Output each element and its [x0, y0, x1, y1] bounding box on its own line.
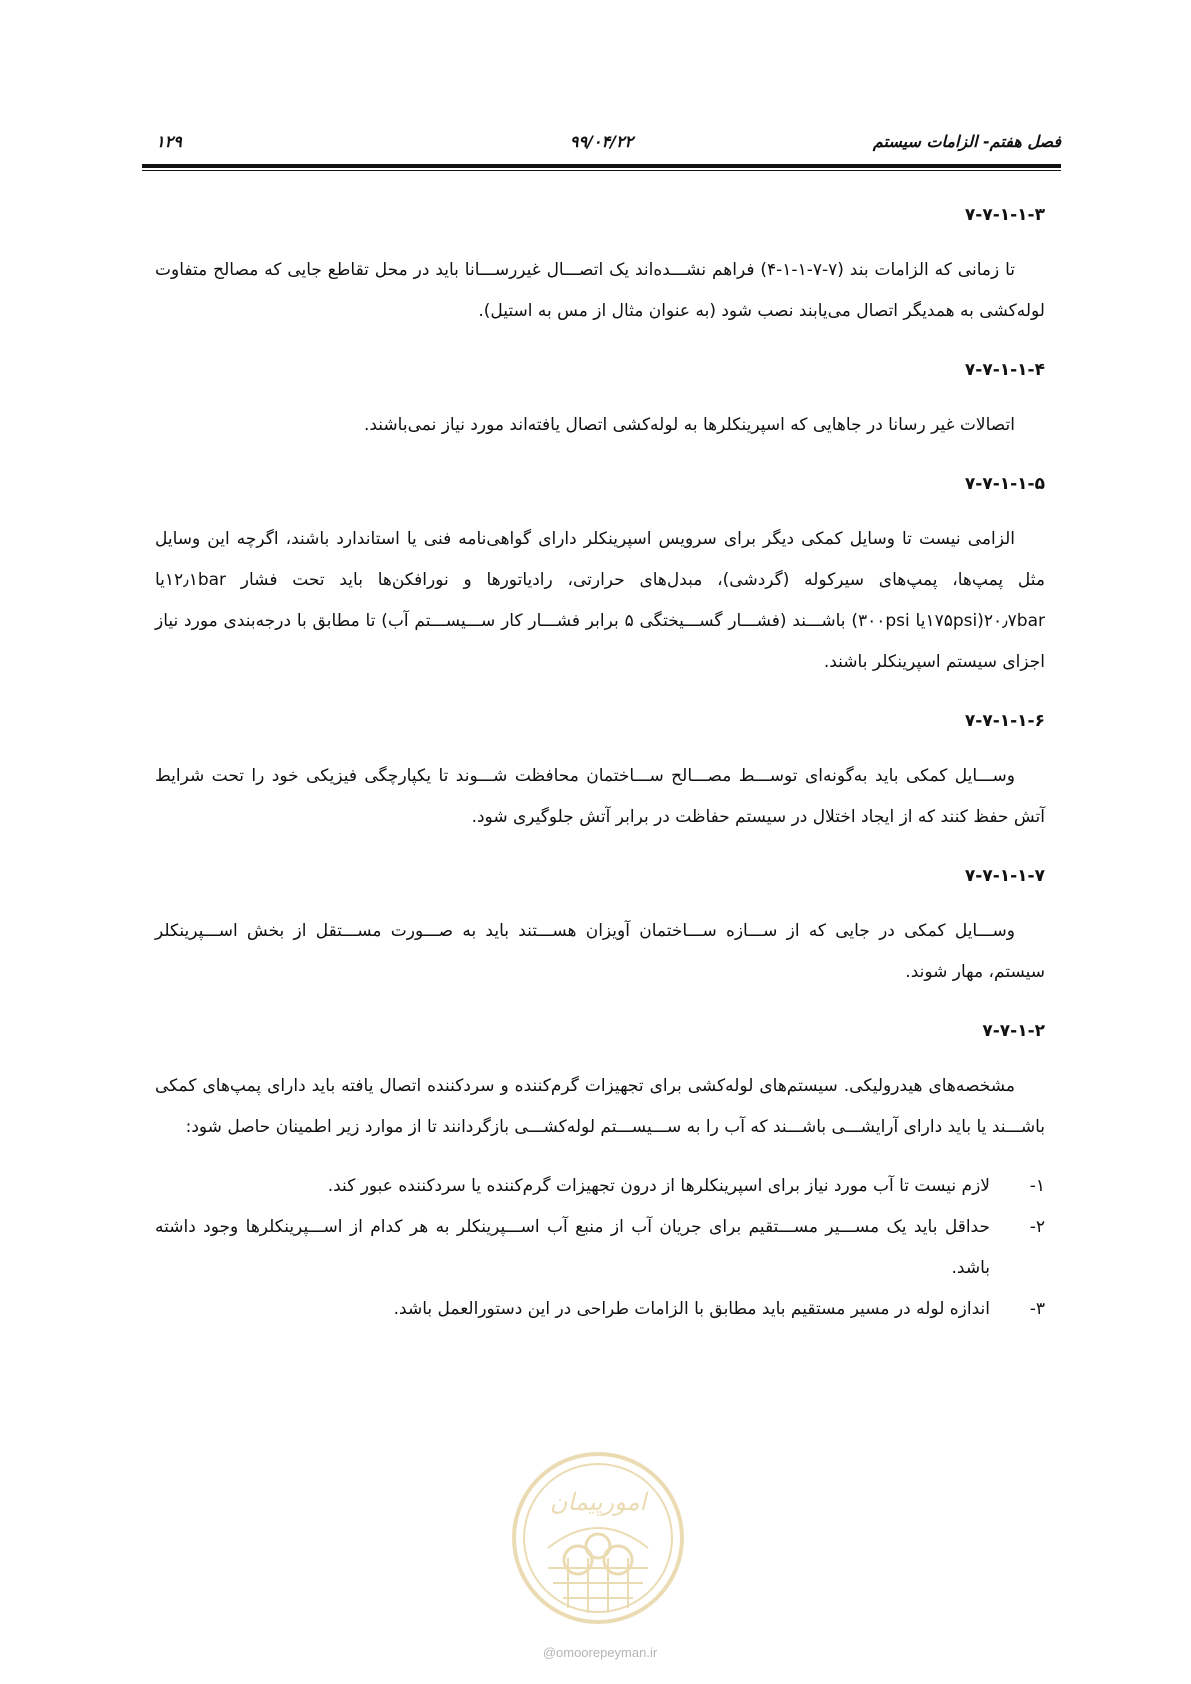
list-item: [155, 1166, 1045, 1207]
section-number: ۷-۷-۱-۱-۵: [964, 474, 1045, 494]
list-marker: ۲-: [1029, 1217, 1045, 1237]
header-rule-thick: [142, 164, 1061, 168]
section: [155, 464, 1045, 683]
section: [155, 701, 1045, 838]
list-marker: ۱-: [1029, 1176, 1045, 1196]
list-item: [155, 1289, 1045, 1330]
header-rule-thin: [142, 170, 1061, 171]
section-paragraph: وســـایل کمکی باید به‌گونه‌ای توســـط مصـــالح ســـاختمان محافظت شـــوند تا یکپارچگی فیزیکی خود را تحت شرایط آتش حفظ کنند که از ایجاد اختلال در سیستم حفاظت در برابر آتش جلوگیری شود.: [155, 766, 1045, 827]
list-marker: ۳-: [1029, 1299, 1045, 1319]
section-number: ۷-۷-۱-۱-۶: [964, 711, 1045, 731]
list-text: حداقل باید یک مســـیر مســـتقیم برای جریان آب از منبع آب اســـپرینکلر به هر کدام از اســـپرینکلرها وجود داشته باشد.: [155, 1217, 990, 1278]
page-number: ۱۲۹: [156, 132, 182, 151]
watermark-logo-text: امورپیمان: [549, 1488, 647, 1516]
list-text: لازم نیست تا آب مورد نیاز برای اسپرینکلرها از درون تجهیزات گرم‌کننده یا سردکننده عبور کند.: [327, 1176, 990, 1196]
watermark-logo-icon: [508, 1448, 688, 1628]
document-body: [155, 195, 1045, 1340]
list-text: اندازه لوله در مسیر مستقیم باید مطابق با الزامات طراحی در این دستورالعمل باشد.: [393, 1299, 990, 1319]
chapter-title: فصل هفتم- الزامات سیستم: [872, 132, 1061, 151]
page-header: [142, 132, 1061, 154]
section: [155, 856, 1045, 993]
header-date: ۹۹/۰۴/۲۲: [569, 132, 634, 151]
section-number: ۷-۷-۱-۱-۷: [964, 866, 1045, 886]
watermark-url: @omoorepeyman.ir: [542, 1645, 658, 1660]
list-item: [155, 1207, 1045, 1289]
section: [155, 350, 1045, 446]
section-number: ۷-۷-۱-۲: [982, 1021, 1045, 1041]
section: [155, 195, 1045, 332]
section-paragraph: اتصالات غیر رسانا در جاهایی که اسپرینکلرها به لوله‌کشی اتصال یافته‌اند مورد نیاز نمی‌باشند.: [363, 415, 1015, 435]
section: [155, 1011, 1045, 1330]
section-paragraph: مشخصه‌های هیدرولیکی. سیستم‌های لوله‌کشی برای تجهیزات گرم‌کننده و سردکننده اتصال یافته باید دارای پمپ‌های کمکی باشـــند یا باید دارای آرایشـــی باشـــند که آب را به ســـیســـتم لوله‌کشـــی بازگردانند تا از موارد زیر اطمینان حاصل شود:: [155, 1076, 1045, 1137]
section-number: ۷-۷-۱-۱-۴: [964, 360, 1045, 380]
section-number: ۷-۷-۱-۱-۳: [964, 205, 1045, 225]
section-paragraph: تا زمانی که الزامات بند (۷-۷-۱-۱-۴) فراهم نشـــده‌اند یک اتصـــال غیررســـانا باید در محل تقاطع جایی که مصالح متفاوت لوله‌کشی به همدیگر اتصال می‌یابند نصب شود (به عنوان مثال از مس به استیل).: [155, 260, 1045, 321]
section-paragraph: الزامی نیست تا وسایل کمکی دیگر برای سرویس اسپرینکلر دارای گواهی‌نامه فنی یا استاندارد باشند، اگرچه این وسایل مثل پمپ‌ها، پمپ‌های سیرکوله (گردشی)، مبدل‌های حرارتی، رادیاتورها و نورافکن‌ها باید تحت فشار ۱۲٫۱barیا ۲۰٫۷bar(۱۷۵psiیا ۳۰۰psi) باشـــند (فشـــار گســـیختگی ۵ برابر فشـــار کار ســـیســـتم آب) تا مطابق با درجه‌بندی مورد نیاز اجزای سیستم اسپرینکلر باشند.: [155, 529, 1045, 672]
section-paragraph: وســـایل کمکی در جایی که از ســـازه ســـاختمان آویزان هســـتند باید به صـــورت مســـتقل از بخش اســـپرینکلر سیستم، مهار شوند.: [155, 921, 1045, 982]
